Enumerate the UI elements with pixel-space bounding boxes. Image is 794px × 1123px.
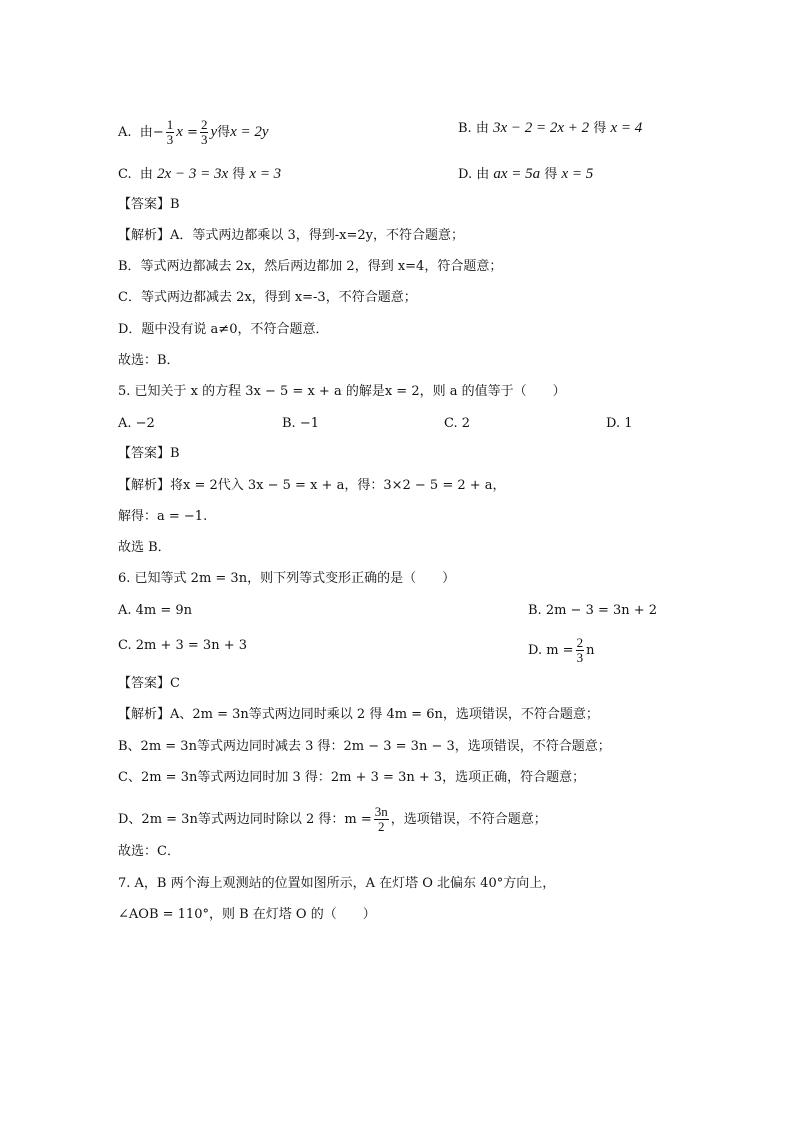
q5-option-d: D. 1 — [606, 416, 633, 431]
fraction-3n-over-2: $\frac{3n}{2}$ — [374, 804, 388, 834]
q7-stem-line1: 7. A，B 两个海上观测站的位置如图所示，A 在灯塔 O 北偏东 40°方向上， — [118, 876, 556, 891]
q5-explanation-line2: 解得：a = −1. — [118, 509, 208, 524]
q5-conclusion: 故选 B． — [118, 540, 171, 555]
q6-explanation-line2: B、2m = 3n等式两边同时减去 3 得：2m − 3 = 3n − 3，选项错误，不符合题意； — [118, 739, 611, 754]
q5-option-c: C. 2 — [444, 416, 471, 431]
q5-answer: 【答案】B — [118, 446, 180, 461]
q4-explanation-line4: D．题中没有说 a≠0，不符合题意． — [118, 322, 329, 337]
q6-explanation-line4: D、2m = 3n等式两边同时除以 2 得：m = $\frac{3n}{2}$ ，选项错误，不符合题意； — [118, 804, 547, 834]
q4-option-d: D. 由 ax = 5a 得 x = 5 — [458, 166, 594, 182]
fraction-two-thirds: $\frac{2}{3}$ — [576, 635, 584, 665]
q6-stem: 6. 已知等式 2m = 3n，则下列等式变形正确的是（ ） — [118, 571, 456, 586]
q5-stem: 5. 已知关于 x 的方程 3x − 5 = x + a 的解是x = 2，则 a 的值等于（ ） — [118, 384, 566, 399]
fraction-one-third: $\frac{1}{3}$ — [166, 117, 174, 147]
q4-option-a: A. 由− $\frac{1}{3}$ x = $\frac{2}{3}$ y得x = 2y — [118, 117, 269, 147]
q4-answer: 【答案】B — [118, 197, 180, 212]
q6-option-b: B. 2m − 3 = 3n + 2 — [528, 603, 658, 618]
q4-explanation-line1: 【解析】A．等式两边都乘以 3，得到-x=2y，不符合题意； — [118, 228, 465, 243]
q6-option-a: A. 4m = 9n — [118, 603, 193, 618]
q6-option-c: C. 2m + 3 = 3n + 3 — [118, 638, 248, 653]
q6-explanation-line3: C、2m = 3n等式两边同时加 3 得：2m + 3 = 3n + 3，选项正确，符合题意； — [118, 770, 586, 785]
q6-conclusion: 故选：C． — [118, 844, 180, 859]
q7-stem-line2: ∠AOB = 110°，则 B 在灯塔 O 的（ ） — [118, 907, 376, 922]
q4-option-c: C. 由 2x − 3 = 3x 得 x = 3 — [118, 166, 282, 182]
q5-option-a: A. −2 — [118, 416, 155, 431]
q6-answer: 【答案】C — [118, 676, 180, 691]
q4-conclusion: 故选：B． — [118, 353, 180, 368]
q5-option-b: B. −1 — [282, 416, 319, 431]
q4-explanation-line3: C．等式两边都减去 2x，得到 x=-3，不符合题意； — [118, 290, 417, 305]
q4-explanation-line2: B．等式两边都减去 2x，然后两边都加 2，得到 x=4，符合题意； — [118, 259, 503, 274]
q6-explanation-line1: 【解析】A、2m = 3n等式两边同时乘以 2 得 4m = 6n，选项错误，不符合题意； — [118, 707, 599, 722]
fraction-two-thirds: $\frac{2}{3}$ — [200, 117, 208, 147]
q4-option-b: B. 由 3x − 2 = 2x + 2 得 x = 4 — [458, 120, 643, 136]
q5-explanation-line1: 【解析】将x = 2代入 3x − 5 = x + a，得：3×2 − 5 = 2 + a， — [118, 478, 506, 493]
q6-option-d: D. m = $\frac{2}{3}$ n — [528, 635, 595, 665]
